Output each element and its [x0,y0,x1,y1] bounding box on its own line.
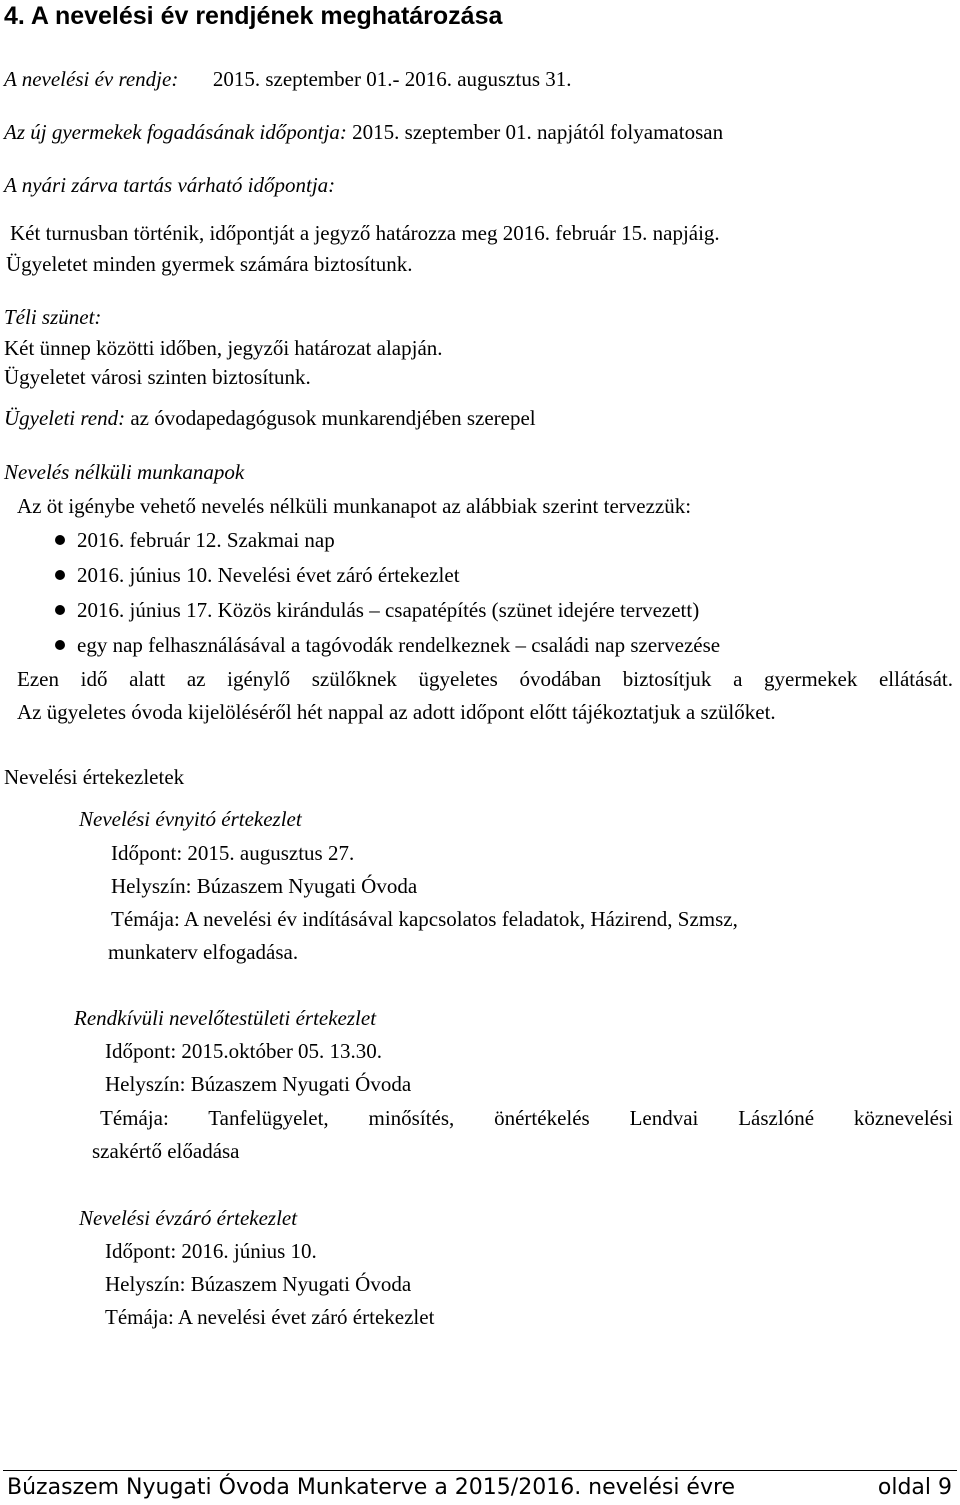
admission-row [4,119,723,145]
winter-break-label: Téli szünet: [4,305,102,329]
opening-meeting-venue: Helyszín: Búzaszem Nyugati Óvoda [111,874,418,898]
closing-meeting-topic: Témája: A nevelési évet záró értekezlet [105,1305,435,1329]
extraordinary-meeting-topic-line1: Témája: Tanfelügyelet, minősítés, önértékelés Lendvai Lászlóné köznevelési [100,1106,953,1130]
school-year-row [4,66,572,92]
opening-meeting-date: Időpont: 2015. augusztus 27. [111,841,355,865]
non-teaching-days-intro: Az öt igénybe vehető nevelés nélküli munkanapot az alábbiak szerint tervezzük: [17,494,692,518]
page-heading: 4. A nevelési év rendjének meghatározása [4,2,503,30]
opening-meeting-topic-line1: Témája: A nevelési év indításával kapcsolatos feladatok, Házirend, Szmsz, [111,907,738,931]
duty-order-label: Ügyeleti rend [4,406,119,430]
meetings-heading: Nevelési értekezletek [4,765,185,789]
non-teaching-note2: Az ügyeletes óvoda kijelöléséről hét nappal az adott időpont előtt tájékoztatjuk a szülőket. [17,700,776,724]
summer-closure-label-text: A nyári zárva tartás várható időpontja [4,173,329,197]
non-teaching-note1: Ezen idő alatt az igénylő szülőknek ügyeletes óvodában biztosítjuk a gyermekek ellátását. [17,667,953,691]
summer-closure-line2: Ügyeletet minden gyermek számára biztosítunk. [6,252,413,276]
admission-label: Az új gyermekek fogadásának időpontja: [4,120,347,144]
list-item: egy nap felhasználásával a tagóvodák rendelkeznek – családi nap szervezése [77,633,721,657]
list-item: 2016. február 12. Szakmai nap [77,528,335,552]
non-teaching-days-label: Nevelés nélküli munkanapok [4,460,245,484]
footer-page-number: oldal 9 [877,1475,952,1500]
closing-meeting-title: Nevelési évzáró értekezlet [79,1206,298,1230]
summer-closure-colon: : [328,173,336,197]
duty-order-value: az óvodapedagógusok munkarendjében szerepel [130,406,536,430]
summer-closure-line1: Két turnusban történik, időpontját a jegyző határozza meg 2016. február 15. napjáig. [10,221,720,245]
bullet-icon [55,605,65,615]
bullet-icon [55,570,65,580]
admission-value: 2015. szeptember 01. napjától folyamatosan [352,120,724,144]
school-year-value: 2015. szeptember 01.- 2016. augusztus 31. [212,67,572,91]
school-year-label: A nevelési év rendje: [4,67,179,91]
closing-meeting-venue: Helyszín: Búzaszem Nyugati Óvoda [105,1272,412,1296]
extraordinary-meeting-venue: Helyszín: Búzaszem Nyugati Óvoda [105,1072,412,1096]
closing-meeting-date: Időpont: 2016. június 10. [105,1239,317,1263]
winter-break-line1: Két ünnep közötti időben, jegyzői határozat alapján. [4,336,443,360]
extraordinary-meeting-title: Rendkívüli nevelőtestületi értekezlet [74,1006,377,1030]
bullet-icon [55,640,65,650]
summer-closure-label [4,172,335,198]
bullet-icon [55,535,65,545]
winter-break-line2: Ügyeletet városi szinten biztosítunk. [4,365,311,389]
extraordinary-meeting-topic-line2: szakértő előadása [92,1139,240,1163]
list-item: 2016. június 10. Nevelési évet záró értekezlet [77,563,460,587]
list-item: 2016. június 17. Közös kirándulás – csapatépítés (szünet idejére tervezett) [77,598,700,622]
footer-divider [3,1470,957,1471]
opening-meeting-topic-line2: munkaterv elfogadása. [108,940,299,964]
opening-meeting-title: Nevelési évnyitó értekezlet [79,807,302,831]
footer-title: Búzaszem Nyugati Óvoda Munkaterve a 2015/2016. nevelési évre [7,1475,736,1500]
duty-order-row [4,405,536,431]
extraordinary-meeting-date: Időpont: 2015.október 05. 13.30. [105,1039,383,1063]
duty-order-colon: : [118,406,126,430]
